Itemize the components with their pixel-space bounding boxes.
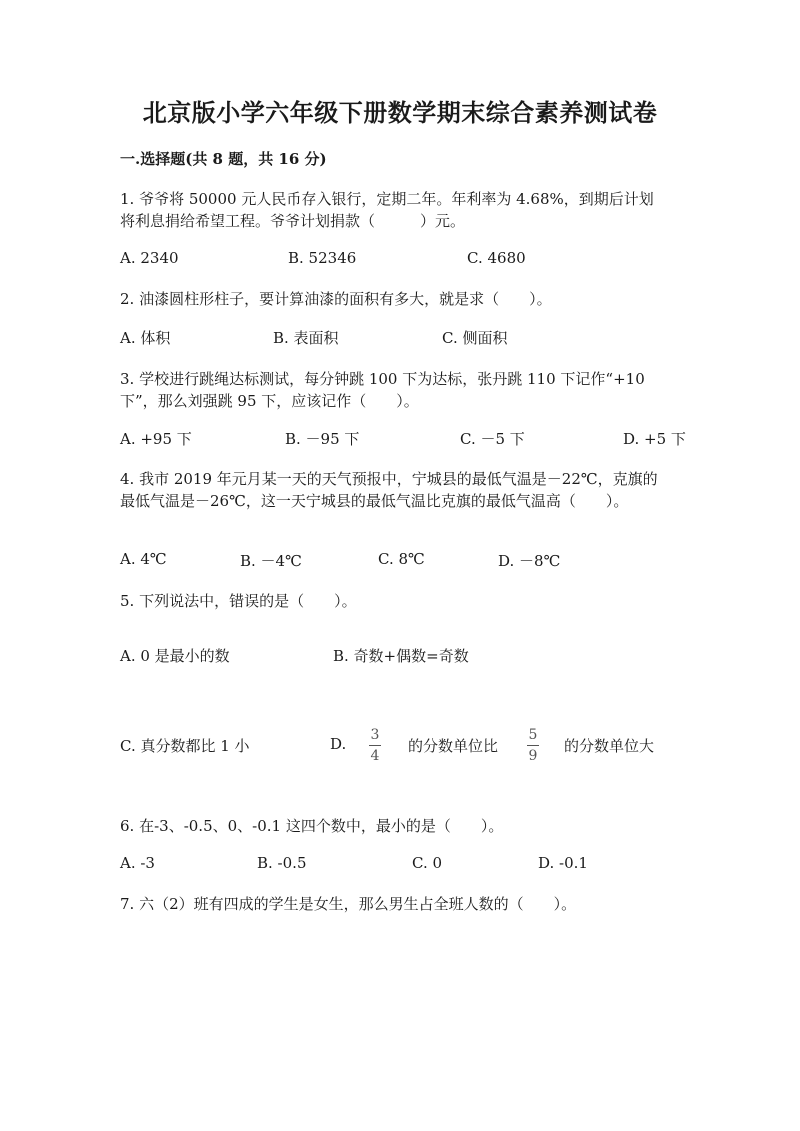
option-b: B. －95 下: [285, 430, 360, 448]
option-d: D. －8℃: [498, 552, 561, 570]
question-stem-line: 下”，那么刘强跳 95 下，应该记作（ ）。: [120, 392, 419, 410]
option-d: D. +5 下: [623, 430, 686, 448]
option-b: B. 奇数+偶数=奇数: [333, 647, 469, 665]
option-d: D. -0.1: [538, 854, 588, 872]
option-a: A. +95 下: [120, 430, 192, 448]
question-stem-line: 2. 油漆圆柱形柱子，要计算油漆的面积有多大，就是求（ ）。: [120, 290, 552, 308]
question-stem-line: 3. 学校进行跳绳达标测试，每分钟跳 100 下为达标，张丹跳 110 下记作“+10: [120, 370, 645, 388]
section-heading: 一.选择题(共 8 题，共 16 分): [120, 150, 327, 168]
question-stem-line: 4. 我市 2019 年元月某一天的天气预报中，宁城县的最低气温是－22℃，克旗的: [120, 470, 658, 488]
fraction-bar: [527, 745, 539, 746]
question-stem-line: 将利息捐给希望工程。爷爷计划捐款（ ）元。: [120, 212, 466, 230]
option-a: A. 0 是最小的数: [120, 647, 230, 665]
option-a: A. 4℃: [120, 550, 167, 568]
question-stem-line: 6. 在-3、-0.5、0、-0.1 这四个数中，最小的是（ ）。: [120, 817, 504, 835]
option-b: B. 表面积: [273, 329, 339, 347]
option-d: D.: [330, 735, 347, 753]
option-a: A. 体积: [120, 329, 171, 347]
question-stem-line: 5. 下列说法中，错误的是（ ）。: [120, 592, 357, 610]
option-b: B. －4℃: [240, 552, 302, 570]
option-c: C. 侧面积: [442, 329, 508, 347]
question-stem-line: 1. 爷爷将 50000 元人民币存入银行，定期二年。年利率为 4.68%，到期后计划: [120, 190, 654, 208]
fraction-numerator: 5: [528, 727, 538, 743]
fraction-three-quarters: [369, 728, 381, 763]
option-d-text-end: 的分数单位大: [564, 737, 655, 755]
page-title: 北京版小学六年级下册数学期末综合素养测试卷: [142, 98, 658, 127]
question-stem-line: 7. 六（2）班有四成的学生是女生，那么男生占全班人数的（ ）。: [120, 895, 577, 913]
option-c: C. 真分数都比 1 小: [120, 737, 250, 755]
fraction-denominator: 9: [528, 748, 538, 764]
option-c: C. 0: [412, 854, 443, 872]
fraction-bar: [369, 745, 381, 746]
fraction-denominator: 4: [370, 748, 380, 764]
option-a: A. -3: [120, 854, 155, 872]
option-c: C. 4680: [467, 249, 526, 267]
question-stem-line: 最低气温是－26℃，这一天宁城县的最低气温比克旗的最低气温高（ ）。: [120, 492, 629, 510]
option-b: B. -0.5: [257, 854, 307, 872]
option-b: B. 52346: [288, 249, 357, 267]
fraction-five-ninths: [527, 728, 539, 763]
fraction-numerator: 3: [370, 727, 380, 743]
option-c: C. 8℃: [378, 550, 425, 568]
option-c: C. －5 下: [460, 430, 525, 448]
option-a: A. 2340: [120, 249, 179, 267]
option-d-text-middle: 的分数单位比: [408, 737, 499, 755]
